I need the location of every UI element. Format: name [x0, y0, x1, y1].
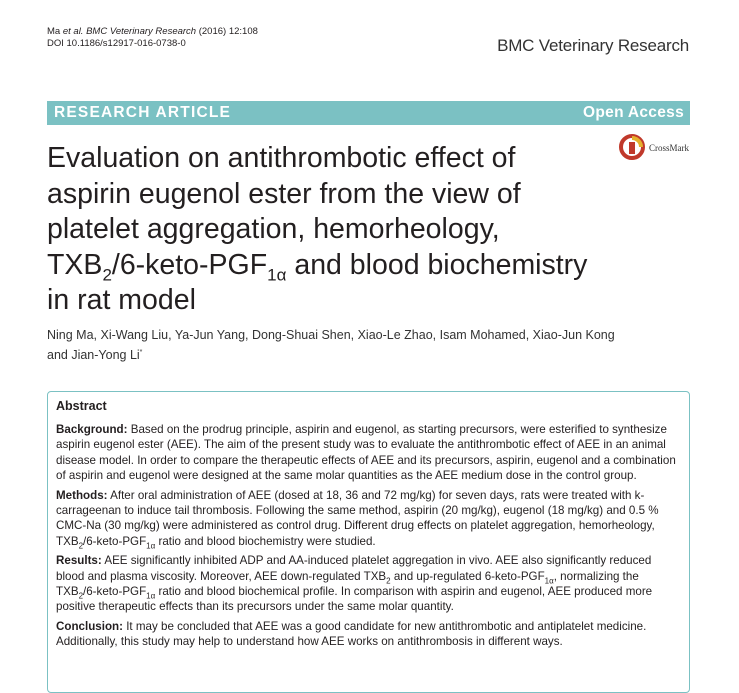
- results-text-d: /6-keto-PGF: [83, 585, 147, 599]
- title-sub-1: 2: [102, 265, 112, 285]
- abstract-results: [56, 553, 682, 615]
- authors-line-2[interactable]: and Jian-Yong Li: [47, 348, 140, 363]
- results-label: Results:: [56, 554, 102, 568]
- results-sub-4: 1α: [146, 591, 156, 601]
- title-line-4a: TXB: [47, 248, 103, 281]
- citation-year-volume: (2016) 12:108: [198, 26, 258, 37]
- results-text-b: and up-regulated 6-keto-PGF: [390, 569, 545, 583]
- methods-text-c: ratio and blood biochemistry were studied.: [155, 534, 376, 548]
- doi-line[interactable]: DOI 10.1186/s12917-016-0738-0: [47, 38, 186, 49]
- methods-sub-2: 1α: [146, 541, 156, 551]
- title-line-5: in rat model: [47, 284, 196, 316]
- abstract-box: [47, 391, 690, 693]
- abstract-heading: Abstract: [56, 399, 107, 413]
- methods-text-a: After oral administration of AEE (dosed at 18, 36 and 72 mg/kg) for seven days, rats were treated with k-carrageenan to induce tail thrombosis. Following the same method, aspirin (20 mg/kg), eugenol (18 mg/kg) and 0.5 % CMC-Na (30 mg/kg) were administered as control drug. Different drug effects on platelet aggregation, hemorheology, TXB: [56, 488, 659, 548]
- results-sub-1: 2: [386, 575, 391, 585]
- background-text: Based on the prodrug principle, aspirin and eugenol, as starting precursors, were esterified to synthesize aspirin eugenol ester (AEE). The aim of the present study was to evaluate the antithrombotic effect of AEE in an animal disease model. In order to compare the therapeutic effects of AEE and its precursors, aspirin, eugenol and a combination of aspirin and eugenol were designed at the same molar quantities as the AEE medium dose in the control group.: [56, 423, 676, 483]
- crossmark-label: CrossMark: [649, 143, 689, 153]
- methods-sub-1: 2: [78, 541, 84, 551]
- title-line-4b: /6-keto-PGF: [111, 248, 268, 281]
- background-label: Background:: [56, 423, 128, 436]
- article-title: [47, 141, 627, 319]
- title-line-1: Evaluation on antithrombotic effect of: [47, 142, 516, 174]
- results-text-e: ratio and blood biochemical profile. In comparison with aspirin and eugenol, AEE produced more positive therapeutic effects than its precursors under the same molar quantity.: [56, 585, 653, 614]
- title-line-2: aspirin eugenol ester from the view of: [47, 177, 521, 210]
- citation-etal: et al.: [62, 26, 84, 37]
- abstract-body: [56, 422, 682, 654]
- authors-line-1[interactable]: Ning Ma, Xi-Wang Liu, Ya-Jun Yang, Dong-Shuai Shen, Xiao-Le Zhao, Isam Mohamed, Xiao-Jun Kong: [47, 328, 615, 342]
- article-type-banner: [47, 101, 690, 125]
- results-text-c: , normalizing the TXB: [56, 569, 639, 599]
- journal-name[interactable]: BMC Veterinary Research: [497, 36, 689, 55]
- conclusion-label: Conclusion:: [56, 619, 123, 633]
- abstract-conclusion: [56, 619, 682, 650]
- abstract-methods: [56, 488, 682, 550]
- abstract-background: [56, 422, 682, 484]
- methods-label: Methods:: [56, 488, 108, 502]
- methods-text-b: /6-keto-PGF: [83, 534, 147, 548]
- conclusion-text: It may be concluded that AEE was a good candidate for new antithrombotic and antiplatelet medicine. Additionally, this study may help to understand how AEE works on antithrombosis in different ways.: [56, 619, 647, 649]
- citation-line: [47, 26, 258, 38]
- open-access-label[interactable]: Open Access: [583, 104, 684, 121]
- crossmark-badge[interactable]: [619, 134, 689, 160]
- title-line-4c: and blood biochemistry: [286, 248, 588, 281]
- author-list: [47, 326, 667, 364]
- title-sub-2: 1α: [267, 265, 287, 285]
- corresponding-mark: *: [139, 349, 143, 356]
- citation-authors: Ma: [47, 26, 61, 37]
- citation-block: [47, 26, 258, 50]
- results-text-a: AEE significantly inhibited ADP and AA-induced platelet aggregation in vivo. AEE also significantly reduced blood and plasma viscosity. Moreover, AEE down-regulated TXB: [56, 554, 652, 583]
- results-sub-3: 2: [78, 591, 84, 601]
- title-line-3: platelet aggregation, hemorheology,: [47, 213, 500, 245]
- citation-journal: BMC Veterinary Research: [86, 26, 197, 37]
- results-sub-2: 1α: [544, 575, 554, 585]
- article-type-label: RESEARCH ARTICLE: [54, 104, 232, 121]
